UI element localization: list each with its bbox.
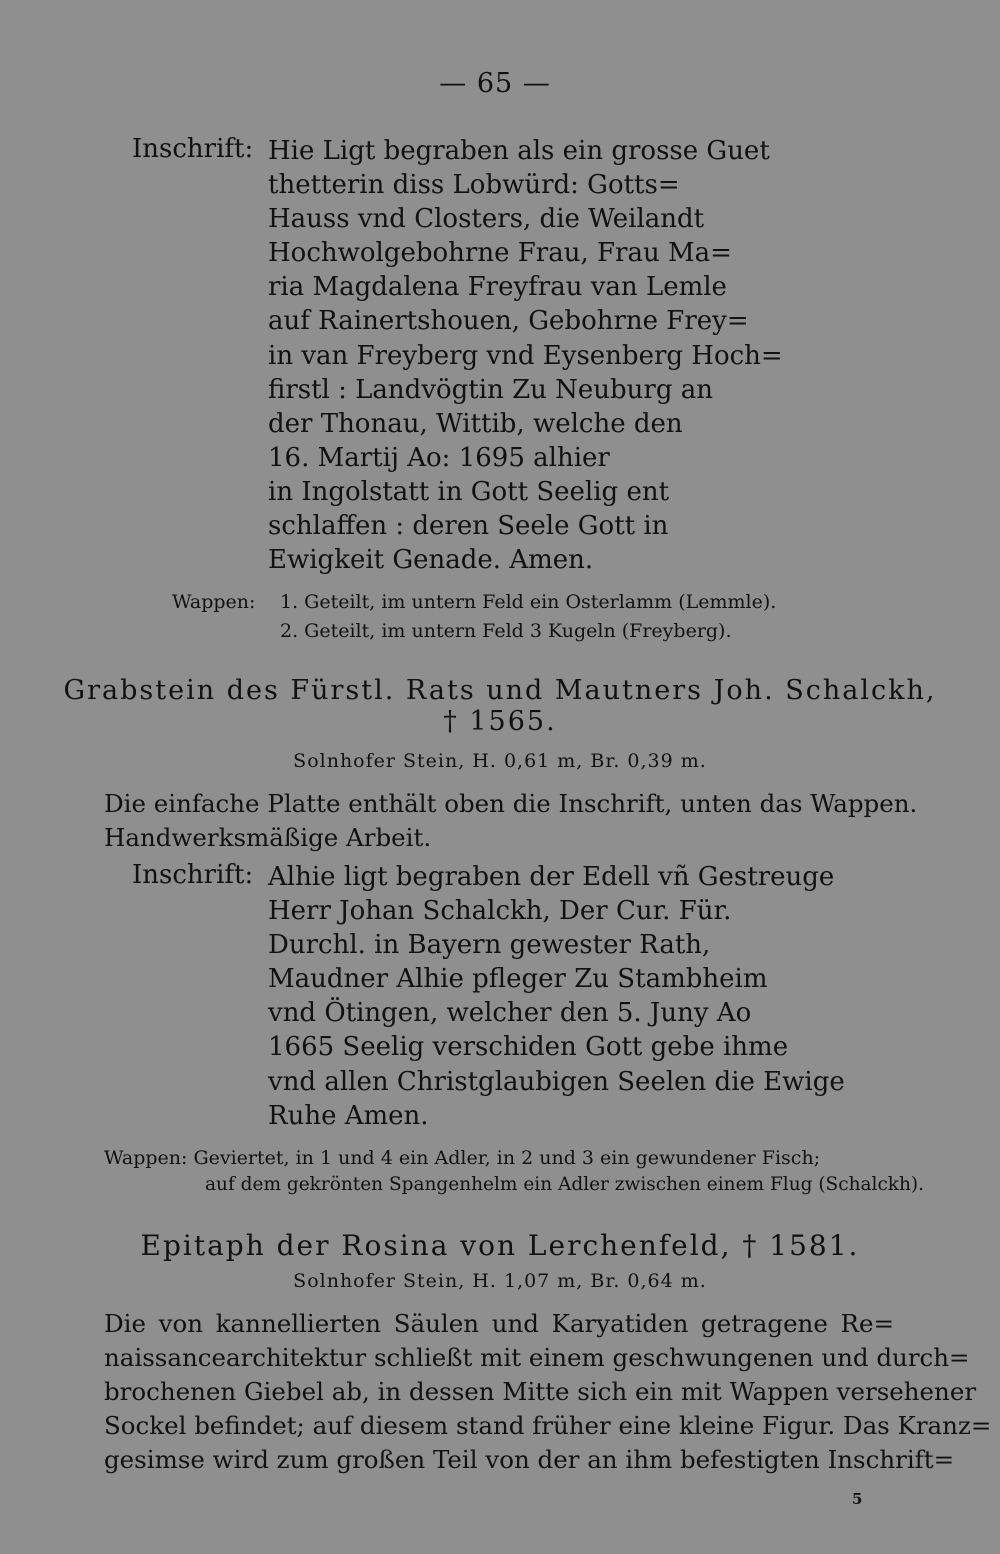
paragraph-line: Sockel befindet; auf diesem stand früher eine kleine Figur. Das Kranz= [104, 1411, 992, 1440]
inscription-text [268, 134, 783, 577]
stone-dimensions: Solnhofer Stein, H. 1,07 m, Br. 0,64 m. [293, 1270, 707, 1292]
inscription-line: Alhie ligt begraben der Edell vñ Gestreuge [268, 862, 835, 892]
section-heading: Epitaph der Rosina von Lerchenfeld, † 1581. [140, 1229, 860, 1262]
inscription-line: der Thonau, Wittib, welche den [268, 408, 683, 439]
paragraph-line: gesimse wird zum großen Teil von der an ihm befestigten Inschrift= [104, 1445, 955, 1474]
wappen-line: 1. Geteilt, im untern Feld ein Osterlamm (Lemmle). [280, 591, 777, 613]
paragraph-line: naissancearchitektur schließt mit einem geschwungenen und durch= [104, 1343, 970, 1372]
section-heading: Grabstein des Fürstl. Rats und Mautners Joh. Schalckh, [63, 675, 937, 706]
inscription-line: Maudner Alhie pfleger Zu Stambheim [268, 964, 768, 995]
inscription-line: Durchl. in Bayern gewester Rath, [268, 930, 711, 961]
paragraph-line: Die einfache Platte enthält oben die Inschrift, unten das Wappen. [104, 789, 918, 818]
description-paragraph [104, 787, 918, 855]
inscription-label: Inschrift: [132, 134, 254, 164]
wappen-line: 2. Geteilt, im untern Feld 3 Kugeln (Freyberg). [280, 620, 732, 642]
inscription-line: Hie Ligt begraben als ein grosse Guet [268, 136, 770, 166]
inscription-line: Hochwolgebohrne Frau, Frau Ma= [268, 238, 732, 269]
inscription-line: in van Freyberg vnd Eysenberg Hoch= [268, 340, 783, 371]
inscription-line: 1665 Seelig verschiden Gott gebe ihme [268, 1032, 789, 1063]
paragraph-line: Die von kannellierten Säulen und Karyatiden getragene Re= [104, 1309, 894, 1338]
inscription-line: Ewigkeit Genade. Amen. [268, 545, 594, 576]
description-paragraph [104, 1307, 992, 1477]
inscription-line: schlaffen : deren Seele Gott in [268, 511, 669, 542]
inscription-line: thetterin diss Lobwürd: Gotts= [268, 170, 680, 201]
paragraph-line: brochenen Giebel ab, in dessen Mitte sich ein mit Wappen versehener [104, 1377, 977, 1406]
inscription-line: vnd allen Christglaubigen Seelen die Ewige [268, 1066, 845, 1097]
inscription-line: 16. Martij Ao: 1695 alhier [268, 442, 610, 473]
wappen-line: auf dem gekrönten Spangenhelm ein Adler zwischen einem Flug (Schalckh). [205, 1174, 925, 1195]
signature-mark: 5 [852, 1490, 863, 1508]
inscription-line: vnd Ötingen, welcher den 5. Juny Ao [268, 998, 752, 1029]
inscription-line: in Ingolstatt in Gott Seelig ent [268, 476, 670, 507]
wappen-line: Wappen: Geviertet, in 1 und 4 ein Adler, in 2 und 3 ein gewundener Fisch; [104, 1147, 821, 1169]
stone-dimensions: Solnhofer Stein, H. 0,61 m, Br. 0,39 m. [293, 750, 707, 772]
paragraph-line: Handwerksmäßige Arbeit. [104, 823, 432, 852]
section-heading-date: † 1565. [443, 706, 557, 737]
inscription-text [268, 860, 845, 1133]
inscription-line: Hauss vnd Closters, die Weilandt [268, 204, 705, 235]
inscription-line: Ruhe Amen. [268, 1100, 429, 1131]
inscription-label: Inschrift: [132, 860, 254, 890]
inscription-line: ria Magdalena Freyfrau van Lemle [268, 272, 727, 303]
inscription-line: firstl : Landvögtin Zu Neuburg an [268, 374, 714, 405]
inscription-line: auf Rainertshouen, Gebohrne Frey= [268, 306, 749, 337]
wappen-label: Wappen: [172, 591, 256, 613]
page-number: — 65 — [439, 68, 551, 99]
inscription-line: Herr Johan Schalckh, Der Cur. Für. [268, 896, 732, 927]
